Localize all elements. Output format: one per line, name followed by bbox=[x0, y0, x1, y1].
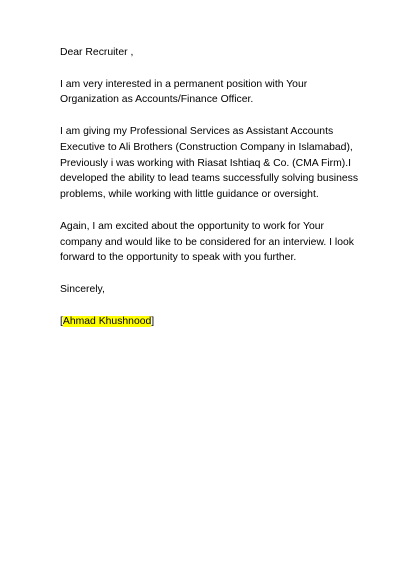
signature-close-bracket: ] bbox=[151, 315, 155, 327]
letter-closing: Sincerely, bbox=[60, 283, 105, 295]
letter-signature bbox=[60, 314, 365, 330]
signature-open-bracket: [ bbox=[60, 315, 63, 327]
letter-paragraph-experience: I am giving my Professional Services as Assistant Accounts Executive to Ali Brothers (Construction Company in Islamabad), Previously i was working with Riasat Ishtiaq & Co. (CMA Firm).I developed the ability to lead teams successfully solving business problems, while working with little guidance or oversight. bbox=[60, 125, 359, 201]
letter-salutation: Dear Recruiter , bbox=[60, 47, 134, 58]
letter-paragraph-closing: Again, I am excited about the opportunity to work for Your company and would like to be considered for an interview. I look forward to the opportunity to speak with you further. bbox=[60, 220, 354, 264]
signature-name: Ahmad Khushnood bbox=[62, 315, 152, 327]
cover-letter-body bbox=[60, 45, 365, 345]
letter-paragraph-intro: I am very interested in a permanent position with Your Organization as Accounts/Finance Officer. bbox=[60, 78, 308, 106]
